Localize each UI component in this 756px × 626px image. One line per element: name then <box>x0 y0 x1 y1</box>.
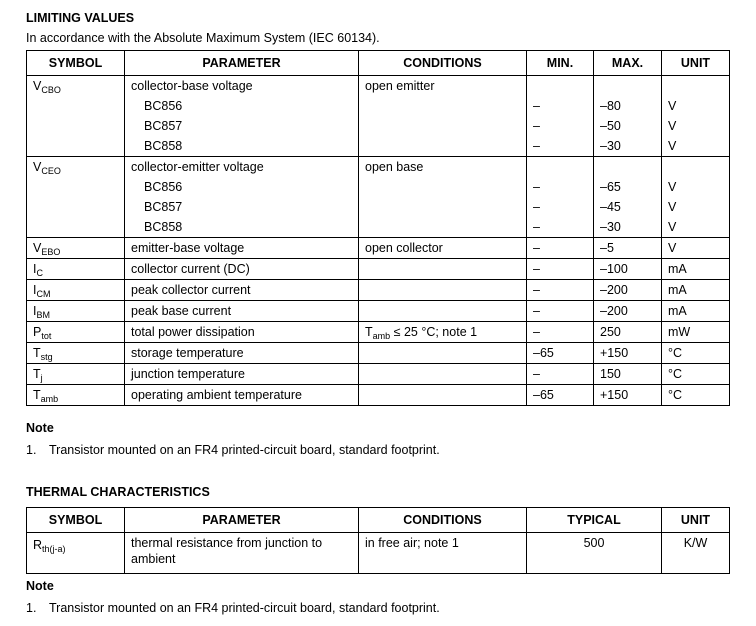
symbol-cell <box>27 116 125 136</box>
table-row <box>27 157 730 178</box>
symbol-cell <box>27 238 125 259</box>
header-parameter: PARAMETER <box>125 51 359 76</box>
conditions <box>359 343 526 363</box>
parameter-cell <box>125 259 359 280</box>
unit-cell <box>662 385 730 406</box>
symbol-subscript: EBO <box>41 247 61 257</box>
note-number: 1. <box>26 443 37 457</box>
min-cell <box>527 364 594 385</box>
table-row <box>27 96 730 116</box>
table-row <box>27 343 730 364</box>
thermal-title: THERMAL CHARACTERISTICS <box>26 485 210 499</box>
symbol: T <box>33 388 41 402</box>
table-row <box>27 116 730 136</box>
conditions: open collector <box>365 241 443 255</box>
unit-value: V <box>668 119 677 133</box>
thermal-symbol: R <box>33 538 43 552</box>
conditions-cell <box>359 197 527 217</box>
parameter: operating ambient temperature <box>131 388 302 402</box>
limiting-values-title: LIMITING VALUES <box>26 11 135 25</box>
max-value: –200 <box>600 283 628 297</box>
min-value: – <box>533 325 540 339</box>
symbol: V <box>33 79 42 93</box>
max-value: +150 <box>600 346 629 360</box>
max-cell <box>594 364 662 385</box>
max-cell <box>594 157 662 178</box>
thermal-parameter: thermal resistance from junction to ambient <box>131 536 323 566</box>
min-value: –65 <box>533 346 554 360</box>
unit-cell <box>662 301 730 322</box>
unit-cell <box>662 197 730 217</box>
min-value: – <box>533 283 540 297</box>
min-value: – <box>533 241 540 255</box>
unit-value: V <box>668 180 677 194</box>
table-row <box>27 259 730 280</box>
symbol-cell <box>27 343 125 364</box>
thermal-conditions: in free air; note 1 <box>365 536 459 550</box>
symbol-cell <box>27 177 125 197</box>
unit-cell <box>662 364 730 385</box>
conditions <box>359 217 526 237</box>
table-row <box>27 322 730 343</box>
min-cell <box>527 197 594 217</box>
min-value: – <box>533 180 540 194</box>
parameter: BC857 <box>144 119 183 133</box>
unit-value: mW <box>668 325 691 339</box>
header-max: MAX. <box>594 51 662 76</box>
conditions <box>359 136 526 156</box>
symbol-subscript: C <box>36 268 43 278</box>
max-cell <box>594 116 662 136</box>
condition-subscript: amb <box>372 331 391 341</box>
conditions-cell <box>359 259 527 280</box>
symbol-subscript: tot <box>41 331 52 341</box>
unit-cell <box>662 343 730 364</box>
unit-value <box>662 157 729 177</box>
unit-value: V <box>668 139 677 153</box>
symbol: T <box>33 367 41 381</box>
thermal-typical: 500 <box>583 536 605 550</box>
parameter: storage temperature <box>131 346 244 360</box>
thermal-header-symbol: SYMBOL <box>27 508 125 533</box>
thermal-conditions-cell <box>359 533 527 574</box>
min-cell <box>527 136 594 157</box>
thermal-header-row <box>27 508 730 533</box>
unit-value: mA <box>668 283 687 297</box>
min-cell <box>527 76 594 97</box>
min-cell <box>527 301 594 322</box>
conditions-cell <box>359 157 527 178</box>
max-value <box>594 157 661 177</box>
thermal-header-unit: UNIT <box>662 508 730 533</box>
min-cell <box>527 116 594 136</box>
conditions-cell <box>359 280 527 301</box>
conditions <box>359 177 526 197</box>
symbol-cell <box>27 217 125 238</box>
min-cell <box>527 238 594 259</box>
max-value: 150 <box>600 367 621 381</box>
symbol: I <box>33 262 37 276</box>
header-unit: UNIT <box>662 51 730 76</box>
conditions-cell <box>359 343 527 364</box>
note-text: Transistor mounted on an FR4 printed-circuit board, standard footprint. <box>49 443 440 457</box>
symbol: I <box>33 304 37 318</box>
max-cell <box>594 76 662 97</box>
thermal-symbol-cell <box>27 533 125 574</box>
symbol-subscript: CM <box>36 289 51 299</box>
max-cell <box>594 259 662 280</box>
unit-cell <box>662 116 730 136</box>
parameter: emitter-base voltage <box>131 241 245 255</box>
min-value: – <box>533 367 540 381</box>
header-conditions: CONDITIONS <box>359 51 527 76</box>
symbol: V <box>33 160 42 174</box>
max-value: 250 <box>600 325 621 339</box>
table-row <box>27 197 730 217</box>
max-cell <box>594 238 662 259</box>
conditions-cell <box>359 136 527 157</box>
thermal-unit: K/W <box>683 536 708 550</box>
max-cell <box>594 385 662 406</box>
conditions <box>359 301 526 321</box>
max-value: –30 <box>600 220 621 234</box>
max-value: –80 <box>600 99 621 113</box>
parameter: peak base current <box>131 304 232 318</box>
parameter: BC856 <box>144 99 183 113</box>
conditions <box>359 280 526 300</box>
thermal-note-number: 1. <box>26 601 37 615</box>
parameter: BC856 <box>144 180 183 194</box>
min-cell <box>527 157 594 178</box>
conditions <box>359 116 526 136</box>
parameter-cell <box>125 136 359 157</box>
min-cell <box>527 322 594 343</box>
parameter-cell <box>125 238 359 259</box>
unit-cell <box>662 322 730 343</box>
parameter-cell <box>125 217 359 238</box>
thermal-unit-cell <box>662 533 730 574</box>
symbol: P <box>33 325 42 339</box>
min-value: – <box>533 119 540 133</box>
min-value: – <box>533 304 540 318</box>
symbol-subscript: CBO <box>41 85 61 95</box>
table-row <box>27 238 730 259</box>
min-cell <box>527 259 594 280</box>
unit-cell <box>662 280 730 301</box>
conditions: open emitter <box>365 79 435 93</box>
unit-value: mA <box>668 304 687 318</box>
parameter: total power dissipation <box>131 325 255 339</box>
conditions-cell <box>359 322 527 343</box>
table-row <box>27 217 730 238</box>
symbol-subscript: BM <box>36 310 50 320</box>
conditions-cell <box>359 301 527 322</box>
min-value: – <box>533 262 540 276</box>
min-value: – <box>533 200 540 214</box>
header-min: MIN. <box>527 51 594 76</box>
thermal-header-parameter: PARAMETER <box>125 508 359 533</box>
thermal-note-text: Transistor mounted on an FR4 printed-circuit board, standard footprint. <box>49 601 440 615</box>
min-cell <box>527 177 594 197</box>
unit-value <box>662 76 729 96</box>
parameter: BC858 <box>144 139 183 153</box>
max-cell <box>594 96 662 116</box>
parameter-cell <box>125 322 359 343</box>
table-row <box>27 385 730 406</box>
parameter: collector-base voltage <box>131 79 253 93</box>
max-value: –30 <box>600 139 621 153</box>
thermal-parameter-cell <box>125 533 359 574</box>
limiting-values-table <box>26 50 730 406</box>
thermal-table <box>26 507 730 574</box>
symbol-cell <box>27 197 125 217</box>
unit-cell <box>662 217 730 238</box>
unit-cell <box>662 76 730 97</box>
parameter-cell <box>125 280 359 301</box>
thermal-symbol-sub: th(j-a) <box>42 544 66 554</box>
symbol-cell <box>27 96 125 116</box>
symbol-cell <box>27 259 125 280</box>
conditions-cell <box>359 385 527 406</box>
table-row <box>27 280 730 301</box>
conditions-cell <box>359 96 527 116</box>
unit-cell <box>662 259 730 280</box>
max-cell <box>594 301 662 322</box>
conditions <box>359 96 526 116</box>
conditions-cell <box>359 217 527 238</box>
unit-value: °C <box>668 346 683 360</box>
parameter: collector current (DC) <box>131 262 250 276</box>
symbol-cell <box>27 301 125 322</box>
limiting-values-body <box>27 76 730 406</box>
table-row <box>27 301 730 322</box>
parameter: BC857 <box>144 200 183 214</box>
min-cell <box>527 280 594 301</box>
max-value: –5 <box>600 241 614 255</box>
parameter-cell <box>125 96 359 116</box>
max-value: –200 <box>600 304 628 318</box>
symbol-cell <box>27 157 125 178</box>
thermal-note-title: Note <box>26 579 54 593</box>
condition-symbol: T <box>365 325 373 339</box>
table-row <box>27 177 730 197</box>
conditions <box>359 259 526 279</box>
min-value: –65 <box>533 388 554 402</box>
parameter-cell <box>125 157 359 178</box>
thermal-row <box>27 533 730 574</box>
parameter-cell <box>125 197 359 217</box>
min-cell <box>527 96 594 116</box>
conditions: open base <box>365 160 424 174</box>
conditions <box>359 197 526 217</box>
table-row <box>27 76 730 97</box>
unit-cell <box>662 96 730 116</box>
max-value: –65 <box>600 180 621 194</box>
condition-text: ≤ 25 °C; note 1 <box>390 325 478 339</box>
unit-value: °C <box>668 388 683 402</box>
min-cell <box>527 385 594 406</box>
parameter: collector-emitter voltage <box>131 160 264 174</box>
max-value: –45 <box>600 200 621 214</box>
unit-cell <box>662 136 730 157</box>
unit-value: mA <box>668 262 687 276</box>
symbol-cell <box>27 322 125 343</box>
max-cell <box>594 280 662 301</box>
symbol-subscript: CEO <box>41 166 61 176</box>
symbol: V <box>33 241 42 255</box>
thermal-typical-cell <box>527 533 662 574</box>
conditions-cell <box>359 177 527 197</box>
conditions-cell <box>359 238 527 259</box>
min-value <box>527 157 593 177</box>
symbol-cell <box>27 136 125 157</box>
conditions <box>359 364 526 384</box>
min-value: – <box>533 99 540 113</box>
max-value: –50 <box>600 119 621 133</box>
conditions <box>359 385 526 405</box>
parameter: junction temperature <box>131 367 245 381</box>
unit-value: V <box>668 241 677 255</box>
parameter-cell <box>125 177 359 197</box>
table-row <box>27 136 730 157</box>
min-value: – <box>533 220 540 234</box>
symbol-cell <box>27 364 125 385</box>
parameter: peak collector current <box>131 283 251 297</box>
symbol-cell <box>27 385 125 406</box>
conditions-cell <box>359 76 527 97</box>
header-symbol: SYMBOL <box>27 51 125 76</box>
symbol-subscript: j <box>40 373 43 383</box>
max-value <box>594 76 661 96</box>
min-cell <box>527 217 594 238</box>
conditions-cell <box>359 116 527 136</box>
unit-cell <box>662 177 730 197</box>
symbol-cell <box>27 76 125 97</box>
symbol: I <box>33 283 37 297</box>
unit-value: V <box>668 200 677 214</box>
note-title: Note <box>26 421 54 435</box>
unit-value: V <box>668 220 677 234</box>
max-cell <box>594 217 662 238</box>
parameter-cell <box>125 301 359 322</box>
max-value: +150 <box>600 388 629 402</box>
thermal-header-conditions: CONDITIONS <box>359 508 527 533</box>
table-header-row <box>27 51 730 76</box>
max-cell <box>594 136 662 157</box>
conditions-cell <box>359 364 527 385</box>
thermal-header-typical: TYPICAL <box>527 508 662 533</box>
unit-cell <box>662 157 730 178</box>
limiting-values-subtitle: In accordance with the Absolute Maximum System (IEC 60134). <box>26 31 380 45</box>
symbol-subscript: stg <box>40 352 53 362</box>
unit-value: °C <box>668 367 683 381</box>
symbol-subscript: amb <box>40 394 59 404</box>
parameter-cell <box>125 116 359 136</box>
min-value: – <box>533 139 540 153</box>
unit-value: V <box>668 99 677 113</box>
min-value <box>527 76 593 96</box>
max-cell <box>594 343 662 364</box>
max-cell <box>594 177 662 197</box>
unit-cell <box>662 238 730 259</box>
parameter-cell <box>125 76 359 97</box>
max-cell <box>594 322 662 343</box>
parameter-cell <box>125 343 359 364</box>
parameter-cell <box>125 385 359 406</box>
table-row <box>27 364 730 385</box>
symbol: T <box>33 346 41 360</box>
max-cell <box>594 197 662 217</box>
symbol-cell <box>27 280 125 301</box>
parameter: BC858 <box>144 220 183 234</box>
max-value: –100 <box>600 262 628 276</box>
parameter-cell <box>125 364 359 385</box>
min-cell <box>527 343 594 364</box>
